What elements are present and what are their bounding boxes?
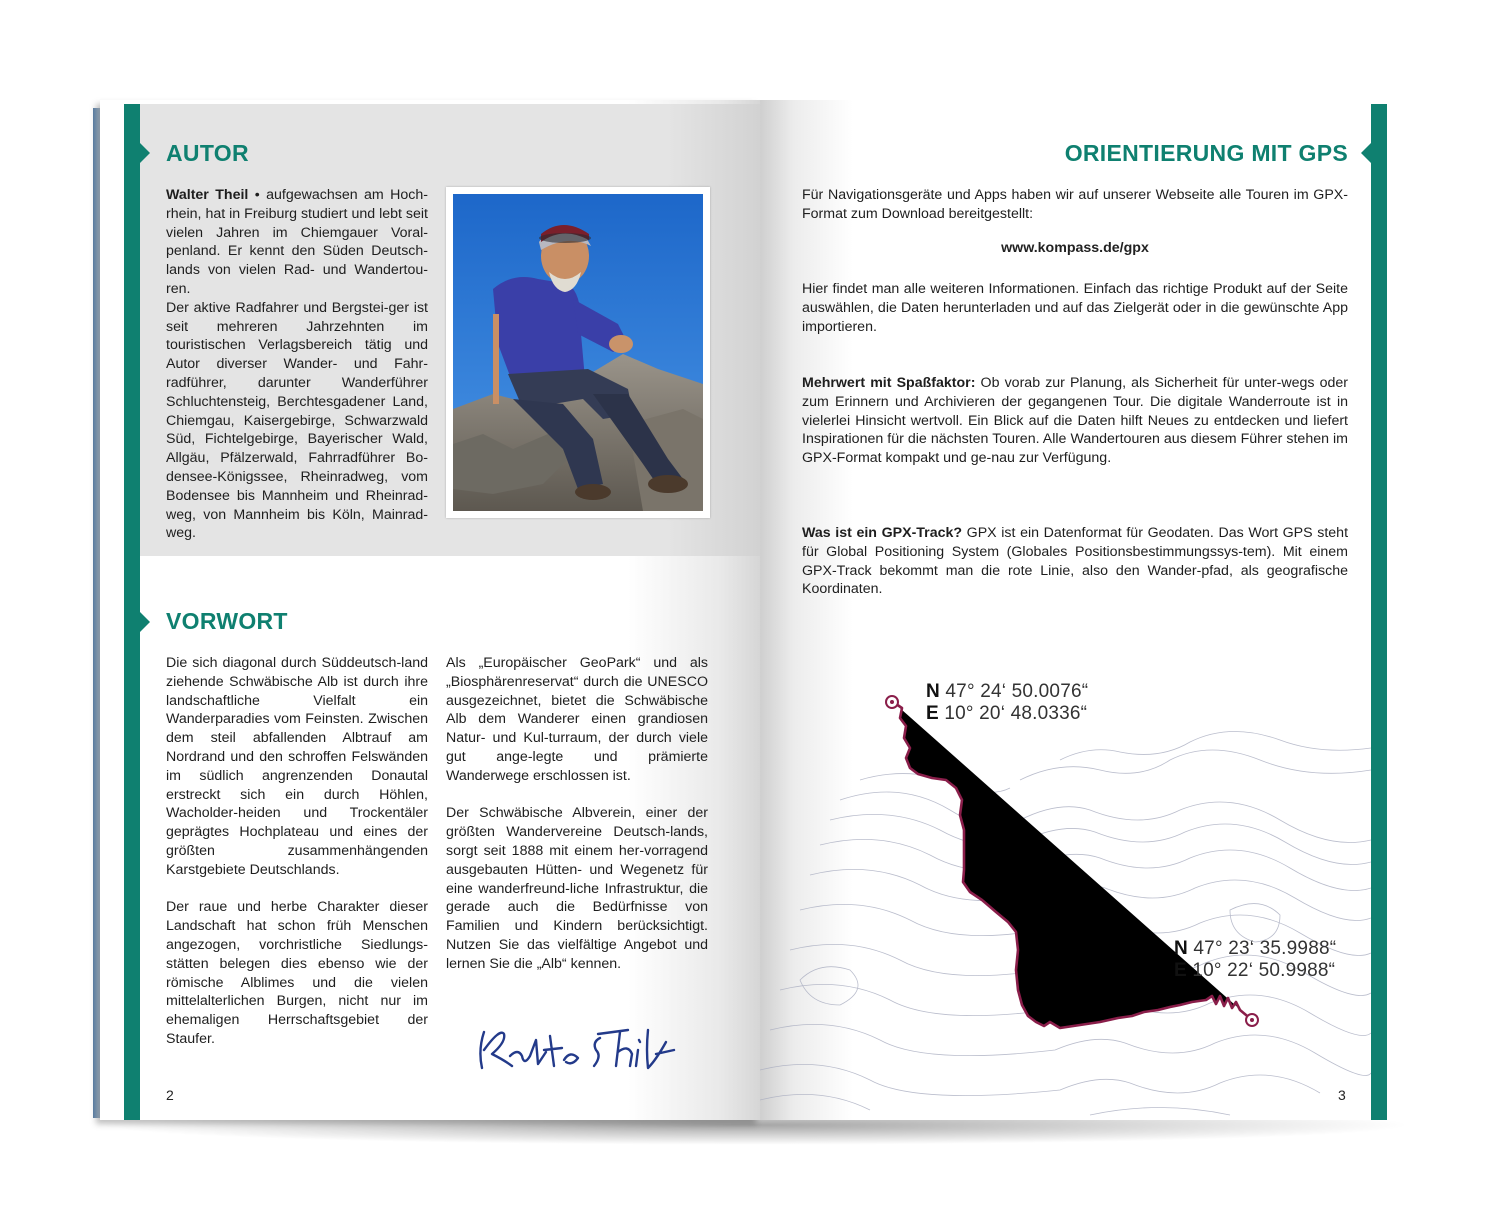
end-coordinates: N 47° 23‘ 35.9988“ E 10° 22‘ 50.9988“ xyxy=(1174,938,1337,981)
gps-paragraph-lead: Was ist ein GPX-Track? xyxy=(802,525,963,541)
author-photo-image xyxy=(453,194,703,511)
gps-track-map xyxy=(760,660,1371,1120)
start-latitude: 47° 24‘ 50.0076“ xyxy=(945,681,1089,702)
gps-heading: ORIENTIERUNG MIT GPS xyxy=(1064,140,1348,166)
page-number-left: 2 xyxy=(166,1087,174,1103)
foreword-column-2 xyxy=(446,654,708,974)
gps-paragraph-lead: Mehrwert mit Spaßfaktor: xyxy=(802,375,976,391)
foreword-paragraph: Als „Europäischer GeoPark“ und als „Biosphärenreservat“ durch die UNESCO ausgezeichnet, bietet die Schwäbische Alb dem Wanderer einen grandiosen Natur- und Kul-turraum, der durch viele gut ange-legte und prämierte Wanderwege erschlossen ist. xyxy=(446,655,708,784)
accent-bar-left xyxy=(124,104,140,1120)
heading-marker xyxy=(1361,143,1371,163)
end-longitude: 10° 22‘ 50.9988“ xyxy=(1192,960,1336,981)
gpx-download-link[interactable]: www.kompass.de/gpx xyxy=(1001,240,1149,256)
heading-marker xyxy=(140,612,150,632)
author-bio-part2: Der aktive Radfahrer und Bergstei-ger ist seit mehreren Jahrzehnten im touristischen Verlagsbereich tätig und Autor diverser Wander- und Fahr-radführer, darunter Wanderführer Schluchtensteig, Berchtesgadener Land, Chiemgau, Kaisergebirge, Schwarzwald Süd, Fichtelgebirge, Bayerischer Wald, Allgäu, Pfälzerwald, Fahrradführer Bo-densee-Königssee, Rheinradweg, vom Bodensee bis Mannheim und Rheinrad-weg, von Mannheim bis Köln, Mainrad-weg. xyxy=(166,299,428,542)
author-signature xyxy=(470,1020,685,1080)
foreword-paragraph: Die sich diagonal durch Süddeutsch-land ziehende Schwäbische Alb ist durch ihre landschaftliche Vielfalt ein Wanderparadies vom Feinsten. Zwischen dem steil abfallenden Albtrauf am Nordrand und den schroffen Felswänden im südlich angrenzenden Donautal erstreckt sich ein durch Höhlen, Wacholder-heiden und Trockentäler geprägtes Hochplateau und eines der größten zusammenhängenden Karstgebiete Deutschlands. xyxy=(166,655,428,878)
page-number-right: 3 xyxy=(1338,1087,1346,1103)
author-name: Walter Theil xyxy=(166,187,249,203)
author-bio-part1: • aufgewachsen am Hoch-rhein, hat in Freiburg studiert und lebt seit vielen Jahren im Chiemgauer Voral-penland. Er kennt den Süden Deutsch-lands von vielen Rad- und Wandertou-ren. xyxy=(166,187,428,297)
end-latitude: 47° 23‘ 35.9988“ xyxy=(1193,938,1337,959)
foreword-paragraph: Der raue und herbe Charakter dieser Landschaft hat schon früh Menschen angezogen, vorchristliche Siedlungs-stätten belegen dies ebenso wie der römische Alblimes und die vielen mittelalterlichen Burgen, nicht nur im ehemaligen Herrschaftsgebiet der Staufer. xyxy=(166,899,428,1047)
gps-paragraph: Was ist ein GPX-Track? GPX ist ein Datenformat für Geodaten. Das Wort GPS steht für Global Positioning System (Globales Positionsbestimmungssys-tem). Mit einem GPX-Track bekommt man die rote Linie, also den Wander-pfad, als geografische Koordinaten. xyxy=(802,525,1349,598)
gps-paragraph: Hier findet man alle weiteren Informationen. Einfach das richtige Produkt auf der Seite auswählen, die Daten herunterladen und auf das Zielgerät oder in die gewünschte App importieren. xyxy=(802,281,1348,335)
start-coordinates: N 47° 24‘ 50.0076“ E 10° 20‘ 48.0336“ xyxy=(926,681,1089,724)
start-longitude: 10° 20‘ 48.0336“ xyxy=(944,703,1088,724)
author-heading: AUTOR xyxy=(166,140,249,166)
gps-paragraph: Mehrwert mit Spaßfaktor: Ob vorab zur Planung, als Sicherheit für unter-wegs oder zum Erinnern und Archivieren der gegangenen Tour. Die digitale Wanderroute ist in vielerlei Hinsicht wertvoll. Ein Blick auf die Daten hilft Neues zu entdecken und liefert Inspirationen für die nächsten Touren. Alle Wandertouren aus diesem Führer stehen im GPX-Format kompakt und ge-nau zur Verfügung. xyxy=(802,375,1349,467)
foreword-heading: VORWORT xyxy=(166,608,288,634)
foreword-paragraph: Der Schwäbische Albverein, einer der größten Wandervereine Deutsch-lands, sorgt seit 1888 mit einem her-vorragend ausgebauten Hütten- und Wegenetz für eine wanderfreund-liche Infrastruktur, die gerade auch die Bedürfnisse von Familien und Kindern berücksichtigt. Nutzen Sie das vielfältige Angebot und lernen Sie die „Alb“ kennen. xyxy=(446,805,708,972)
author-bio xyxy=(166,186,428,543)
foreword-column-1 xyxy=(166,654,428,1049)
author-photo xyxy=(446,187,710,518)
gps-intro: Für Navigationsgeräte und Apps haben wir auf unserer Webseite alle Touren im GPX-Format zum Download bereitgestellt: xyxy=(802,187,1348,222)
heading-marker xyxy=(140,143,150,163)
accent-bar-right xyxy=(1371,104,1387,1120)
